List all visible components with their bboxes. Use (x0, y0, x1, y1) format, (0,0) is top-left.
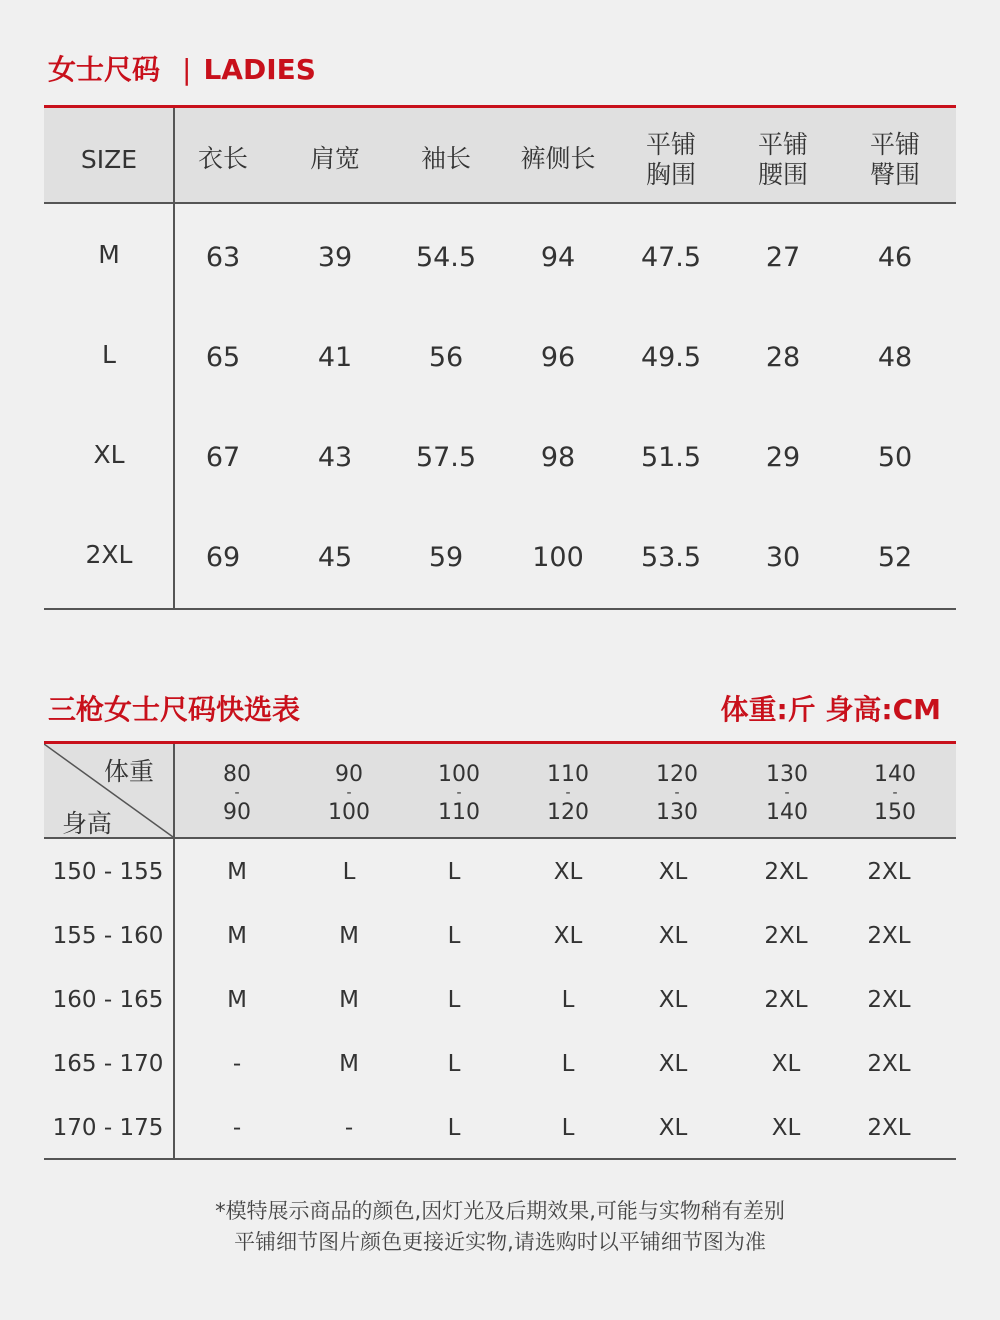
weight-max: 100 (328, 799, 370, 825)
title-separator: | (182, 53, 192, 86)
weight-range-header (223, 762, 251, 825)
measurement-cell: 54.5 (415, 242, 477, 273)
weight-min: 110 (547, 762, 589, 787)
column-header-line: 平铺 (869, 130, 921, 159)
weight-dash: - (674, 785, 680, 802)
corner-height-label: 身高 (62, 809, 113, 838)
recommended-size-cell: XL (658, 1051, 688, 1077)
recommended-size-cell: M (227, 987, 247, 1013)
weight-dash: - (565, 785, 571, 802)
measurement-cell: 46 (877, 242, 913, 273)
weight-dash: - (892, 785, 898, 802)
column-header-line: 胸围 (645, 160, 697, 189)
weight-min: 80 (223, 762, 251, 787)
recommended-size-cell: 2XL (764, 859, 808, 885)
measurement-cell: 28 (765, 342, 801, 373)
size-label: M (98, 240, 120, 269)
recommended-size-cell: XL (771, 1115, 801, 1141)
title-en: LADIES (203, 53, 316, 86)
measurement-cell: 49.5 (640, 342, 702, 373)
weight-max: 90 (223, 799, 251, 825)
column-header (421, 144, 471, 174)
measurement-cell: 50 (877, 442, 913, 473)
recommended-size-cell: L (447, 1051, 461, 1077)
measurement-cell: 45 (317, 542, 353, 573)
recommended-size-cell: M (339, 1051, 359, 1077)
height-range-label: 150 - 155 (52, 859, 164, 885)
section1-bottom-rule (44, 608, 956, 610)
height-range-label: 160 - 165 (52, 987, 164, 1013)
recommended-size-cell: XL (658, 859, 688, 885)
column-header-line: 腰围 (757, 160, 809, 189)
measurement-cell: 52 (877, 542, 913, 573)
weight-min: 100 (438, 762, 480, 787)
weight-dash: - (456, 785, 462, 802)
section2-header-rule (44, 837, 956, 839)
measurement-cell: 27 (765, 242, 801, 273)
title-cn: 女士尺码 (48, 53, 161, 86)
column-header-line: 臀围 (869, 160, 921, 189)
size-label: XL (93, 440, 125, 469)
weight-range-header (547, 762, 589, 825)
measurement-cell: 41 (317, 342, 353, 373)
recommended-size-cell: - (344, 1115, 354, 1141)
measurement-cell: 56 (428, 342, 464, 373)
weight-max: 140 (766, 799, 808, 825)
section1-header-rule (44, 202, 956, 204)
column-header-line: 衣长 (197, 144, 249, 173)
weight-min: 90 (335, 762, 363, 787)
measurement-cell: 65 (205, 342, 241, 373)
recommended-size-cell: 2XL (867, 923, 911, 949)
measurement-cell: 100 (532, 542, 584, 573)
units-label: 体重:斤 身高:CM (720, 693, 941, 726)
ladies-size-title (48, 53, 316, 86)
quick-select-title: 三枪女士尺码快选表 (48, 693, 301, 726)
size-column-header: SIZE (80, 145, 138, 174)
corner-weight-label: 体重 (104, 757, 155, 786)
measurement-cell: 96 (540, 342, 576, 373)
measurement-cell: 69 (205, 542, 241, 573)
disclaimer-line-1: *模特展示商品的颜色,因灯光及后期效果,可能与实物稍有差别 (215, 1199, 785, 1223)
measurement-cell: 30 (765, 542, 801, 573)
height-range-label: 170 - 175 (52, 1115, 164, 1141)
column-header (520, 144, 595, 174)
recommended-size-cell: L (561, 1115, 575, 1141)
weight-dash: - (784, 785, 790, 802)
column-header (870, 130, 920, 190)
recommended-size-cell: M (227, 859, 247, 885)
column-header (758, 130, 808, 190)
recommended-size-cell: XL (771, 1051, 801, 1077)
disclaimer-line-2: 平铺细节图片颜色更接近实物,请选购时以平铺细节图为准 (234, 1230, 766, 1254)
measurement-cell: 51.5 (640, 442, 702, 473)
column-header (310, 144, 360, 174)
column-header-line: 袖长 (420, 144, 472, 173)
recommended-size-cell: XL (553, 923, 583, 949)
column-header-line: 平铺 (645, 130, 697, 159)
column-header-line: 裤侧长 (520, 144, 596, 173)
column-header (198, 144, 248, 174)
measurement-cell: 53.5 (640, 542, 702, 573)
measurement-cell: 59 (428, 542, 464, 573)
recommended-size-cell: 2XL (867, 1051, 911, 1077)
column-header (646, 130, 696, 190)
weight-max: 110 (438, 799, 480, 825)
column-header-line: 平铺 (757, 130, 809, 159)
recommended-size-cell: L (447, 923, 461, 949)
weight-range-header (766, 762, 808, 825)
weight-range-header (328, 762, 370, 825)
section2-bottom-rule (44, 1158, 956, 1160)
recommended-size-cell: M (339, 987, 359, 1013)
measurement-cell: 29 (765, 442, 801, 473)
measurement-cell: 63 (205, 242, 241, 273)
recommended-size-cell: 2XL (764, 987, 808, 1013)
weight-max: 150 (874, 799, 916, 825)
weight-dash: - (346, 785, 352, 802)
measurement-cell: 47.5 (640, 242, 702, 273)
weight-dash: - (234, 785, 240, 802)
section1-divider (173, 108, 175, 610)
recommended-size-cell: XL (553, 859, 583, 885)
recommended-size-cell: 2XL (764, 923, 808, 949)
recommended-size-cell: M (339, 923, 359, 949)
measurement-cell: 48 (877, 342, 913, 373)
recommended-size-cell: 2XL (867, 987, 911, 1013)
recommended-size-cell: - (232, 1115, 242, 1141)
measurement-cell: 57.5 (415, 442, 477, 473)
weight-range-header (874, 762, 916, 825)
measurement-cell: 67 (205, 442, 241, 473)
recommended-size-cell: L (561, 987, 575, 1013)
recommended-size-cell: - (232, 1051, 242, 1077)
recommended-size-cell: XL (658, 923, 688, 949)
column-header-line: 肩宽 (309, 144, 361, 173)
measurement-cell: 39 (317, 242, 353, 273)
recommended-size-cell: M (227, 923, 247, 949)
weight-max: 130 (656, 799, 698, 825)
size-label: L (102, 340, 116, 369)
recommended-size-cell: XL (658, 987, 688, 1013)
recommended-size-cell: L (342, 859, 356, 885)
weight-max: 120 (547, 799, 589, 825)
recommended-size-cell: L (561, 1051, 575, 1077)
section1-header-bg (44, 108, 956, 202)
section2-header-bg (44, 744, 956, 837)
recommended-size-cell: L (447, 859, 461, 885)
recommended-size-cell: L (447, 1115, 461, 1141)
recommended-size-cell: XL (658, 1115, 688, 1141)
measurement-cell: 43 (317, 442, 353, 473)
recommended-size-cell: L (447, 987, 461, 1013)
measurement-cell: 94 (540, 242, 576, 273)
weight-range-header (656, 762, 698, 825)
recommended-size-cell: 2XL (867, 859, 911, 885)
height-range-label: 165 - 170 (52, 1051, 164, 1077)
measurement-cell: 98 (540, 442, 576, 473)
weight-min: 120 (656, 762, 698, 787)
weight-range-header (438, 762, 480, 825)
weight-min: 140 (874, 762, 916, 787)
recommended-size-cell: 2XL (867, 1115, 911, 1141)
size-label: 2XL (85, 540, 133, 569)
weight-min: 130 (766, 762, 808, 787)
height-range-label: 155 - 160 (52, 923, 164, 949)
